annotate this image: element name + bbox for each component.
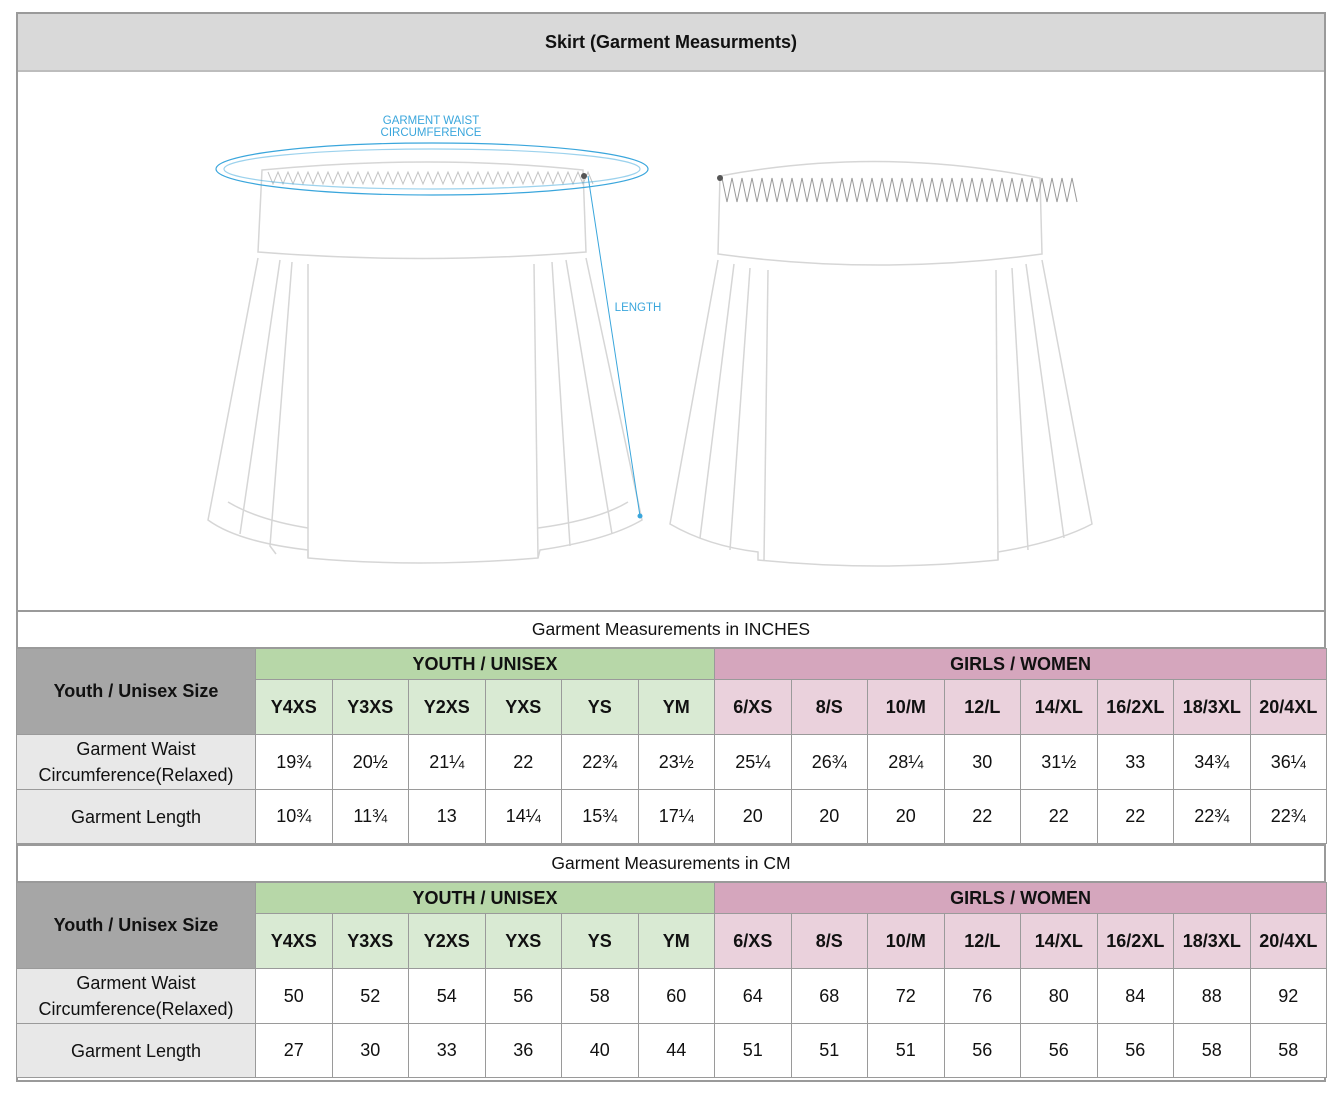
size-cell: YM (638, 914, 715, 969)
size-cell: 20/4XL (1250, 914, 1327, 969)
value-cell: 20 (868, 790, 945, 844)
waist-label-line2: Circumference(Relaxed) (38, 765, 234, 785)
waist-label-line1: GARMENT WAIST (382, 115, 480, 127)
waist-label-line1: Garment Waist (76, 739, 196, 759)
value-cell: 40 (562, 1024, 639, 1078)
size-cell: YM (638, 680, 715, 735)
group-girls: GIRLS / WOMEN (715, 883, 1327, 914)
size-cell: 6/XS (715, 680, 792, 735)
value-cell: 17¼ (638, 790, 715, 844)
waist-marker-dot (581, 173, 587, 179)
waist-row-label (17, 969, 256, 1024)
cm-table (16, 882, 1327, 1078)
value-cell: 33 (1097, 735, 1174, 790)
length-label: LENGTH (614, 302, 662, 314)
value-cell: 50 (256, 969, 333, 1024)
value-cell: 54 (409, 969, 486, 1024)
length-row-label: Garment Length (17, 790, 256, 844)
inches-table-block (18, 610, 1324, 844)
value-cell: 23½ (638, 735, 715, 790)
value-cell: 20½ (332, 735, 409, 790)
value-cell: 19¾ (256, 735, 333, 790)
length-row (17, 790, 1327, 844)
value-cell: 58 (562, 969, 639, 1024)
group-youth: YOUTH / UNISEX (256, 649, 715, 680)
value-cell: 30 (944, 735, 1021, 790)
size-cell: 16/2XL (1097, 680, 1174, 735)
size-cell: 18/3XL (1174, 914, 1251, 969)
size-cell: 8/S (791, 680, 868, 735)
value-cell: 34¾ (1174, 735, 1251, 790)
group-girls: GIRLS / WOMEN (715, 649, 1327, 680)
value-cell: 30 (332, 1024, 409, 1078)
value-cell: 13 (409, 790, 486, 844)
value-cell: 22¾ (1174, 790, 1251, 844)
size-cell: YS (562, 914, 639, 969)
length-row-label: Garment Length (17, 1024, 256, 1078)
value-cell: 72 (868, 969, 945, 1024)
group-header-row (17, 883, 1327, 914)
inches-caption: Garment Measurements in INCHES (18, 610, 1324, 648)
value-cell: 68 (791, 969, 868, 1024)
cm-table-block (18, 844, 1324, 1078)
value-cell: 84 (1097, 969, 1174, 1024)
size-cell: 8/S (791, 914, 868, 969)
value-cell: 64 (715, 969, 792, 1024)
size-cell: Y3XS (332, 680, 409, 735)
value-cell: 56 (485, 969, 562, 1024)
skirt-drawing-svg (18, 72, 1324, 610)
value-cell: 15¾ (562, 790, 639, 844)
size-cell: YXS (485, 680, 562, 735)
value-cell: 44 (638, 1024, 715, 1078)
waist-label-line2: CIRCUMFERENCE (380, 127, 482, 139)
value-cell: 56 (1021, 1024, 1098, 1078)
group-header-row (17, 649, 1327, 680)
length-row (17, 1024, 1327, 1078)
value-cell: 51 (715, 1024, 792, 1078)
size-cell: 12/L (944, 914, 1021, 969)
size-cell: Y2XS (409, 914, 486, 969)
value-cell: 31½ (1021, 735, 1098, 790)
value-cell: 36 (485, 1024, 562, 1078)
size-cell: Y3XS (332, 914, 409, 969)
value-cell: 20 (715, 790, 792, 844)
inches-table (16, 648, 1327, 844)
value-cell: 28¼ (868, 735, 945, 790)
size-cell: 6/XS (715, 914, 792, 969)
size-cell: 10/M (868, 914, 945, 969)
value-cell: 33 (409, 1024, 486, 1078)
size-cell: 16/2XL (1097, 914, 1174, 969)
value-cell: 22¾ (1250, 790, 1327, 844)
group-youth: YOUTH / UNISEX (256, 883, 715, 914)
value-cell: 25¼ (715, 735, 792, 790)
skirt-illustration (18, 72, 1324, 610)
skirt-back-drawing (670, 161, 1092, 566)
value-cell: 20 (791, 790, 868, 844)
size-cell: YS (562, 680, 639, 735)
value-cell: 51 (868, 1024, 945, 1078)
value-cell: 11¾ (332, 790, 409, 844)
value-cell: 21¼ (409, 735, 486, 790)
value-cell: 22 (944, 790, 1021, 844)
value-cell: 88 (1174, 969, 1251, 1024)
length-measure-indicator (588, 176, 642, 518)
cm-caption: Garment Measurements in CM (18, 844, 1324, 882)
value-cell: 51 (791, 1024, 868, 1078)
row-header-size: Youth / Unisex Size (17, 883, 256, 969)
size-cell: 18/3XL (1174, 680, 1251, 735)
size-cell: 10/M (868, 680, 945, 735)
size-cell: Y4XS (256, 680, 333, 735)
waist-row-label (17, 735, 256, 790)
size-cell: Y4XS (256, 914, 333, 969)
chart-title: Skirt (Garment Measurments) (18, 14, 1324, 72)
waist-row (17, 969, 1327, 1024)
waist-label-line1: Garment Waist (76, 973, 196, 993)
size-cell: 14/XL (1021, 914, 1098, 969)
value-cell: 60 (638, 969, 715, 1024)
size-cell: YXS (485, 914, 562, 969)
value-cell: 76 (944, 969, 1021, 1024)
value-cell: 26¾ (791, 735, 868, 790)
value-cell: 58 (1174, 1024, 1251, 1078)
value-cell: 58 (1250, 1024, 1327, 1078)
value-cell: 22 (1021, 790, 1098, 844)
size-cell: 20/4XL (1250, 680, 1327, 735)
waist-row (17, 735, 1327, 790)
size-chart-frame (16, 12, 1326, 1082)
size-cell: 12/L (944, 680, 1021, 735)
skirt-front-drawing (208, 162, 642, 563)
value-cell: 56 (944, 1024, 1021, 1078)
back-waist-marker-dot (717, 175, 723, 181)
value-cell: 36¼ (1250, 735, 1327, 790)
size-cell: 14/XL (1021, 680, 1098, 735)
value-cell: 22 (1097, 790, 1174, 844)
value-cell: 27 (256, 1024, 333, 1078)
value-cell: 14¼ (485, 790, 562, 844)
row-header-size: Youth / Unisex Size (17, 649, 256, 735)
value-cell: 80 (1021, 969, 1098, 1024)
waist-label-line2: Circumference(Relaxed) (38, 999, 234, 1019)
value-cell: 22 (485, 735, 562, 790)
value-cell: 56 (1097, 1024, 1174, 1078)
value-cell: 92 (1250, 969, 1327, 1024)
value-cell: 52 (332, 969, 409, 1024)
value-cell: 10¾ (256, 790, 333, 844)
value-cell: 22¾ (562, 735, 639, 790)
size-cell: Y2XS (409, 680, 486, 735)
